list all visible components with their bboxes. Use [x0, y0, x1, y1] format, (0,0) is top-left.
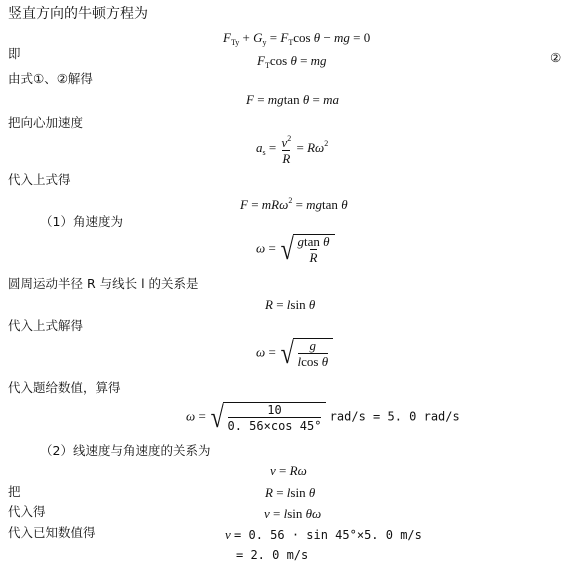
equation-6: ω = √ $\frac{\text{gtan θ}}{R}$ [256, 234, 335, 265]
equation-9-numerator: 10 [267, 403, 282, 417]
equation-13: v = 0. 56 · sin 45°×5. 0 m/s [225, 527, 422, 542]
equation-12: v = lsin θω [264, 506, 322, 521]
equation-14: = 2. 0 m/s [236, 548, 309, 562]
equation-9-result: rad/s = 5. 0 rad/s [329, 409, 460, 424]
text-line-7: 圆周运动半径 R 与线长 l 的关系是 [8, 276, 199, 291]
text-line-11: 把 [8, 484, 21, 499]
equation-2-tag: ② [550, 50, 562, 65]
text-line-12: 代入得 [8, 504, 46, 519]
equation-4: $a_s$ = $\frac{v^2}{R}$ = $R\omega^2$ [256, 134, 329, 166]
equation-1: $F_{Ty} + G_y = F_T\cos$ θ − mg = 0 [223, 30, 371, 47]
text-line-5: 代入上式得 [8, 172, 71, 187]
text-line-10: （2）线速度与角速度的关系为 [40, 443, 211, 458]
text-line-8: 代入上式解得 [8, 318, 84, 333]
equation-2: $F_T\cos$ θ = mg [257, 53, 327, 70]
equation-8: ω = √ $\frac{g}{\text{lcos θ}}$ [256, 338, 333, 369]
text-line-1: 竖直方向的牛顿方程为 [8, 6, 148, 22]
equation-9: ω = √ $\frac{10}{0. 56\times\cos 45^\circ}$ rad/s = 5. 0 rad/s [186, 400, 460, 434]
equation-7: R = lsin θ [265, 297, 316, 312]
equation-9-denominator: 0. 56×cos 45° [227, 419, 322, 433]
equation-3: F = mgtan θ = ma [246, 92, 339, 107]
text-line-13: 代入已知数值得 [8, 525, 96, 540]
equation-10: v = Rω [270, 463, 307, 478]
text-line-9: 代入题给数值，算得 [8, 380, 121, 395]
text-line-2: 即 [8, 46, 21, 61]
text-line-6: （1）角速度为 [40, 214, 123, 229]
equation-11: R = lsin θ [265, 485, 316, 500]
text-line-4: 把向心加速度 [8, 115, 84, 130]
equation-5: F = mRω$^2$ = mgtan θ [240, 196, 348, 212]
text-line-3: 由式①、②解得 [8, 71, 93, 86]
